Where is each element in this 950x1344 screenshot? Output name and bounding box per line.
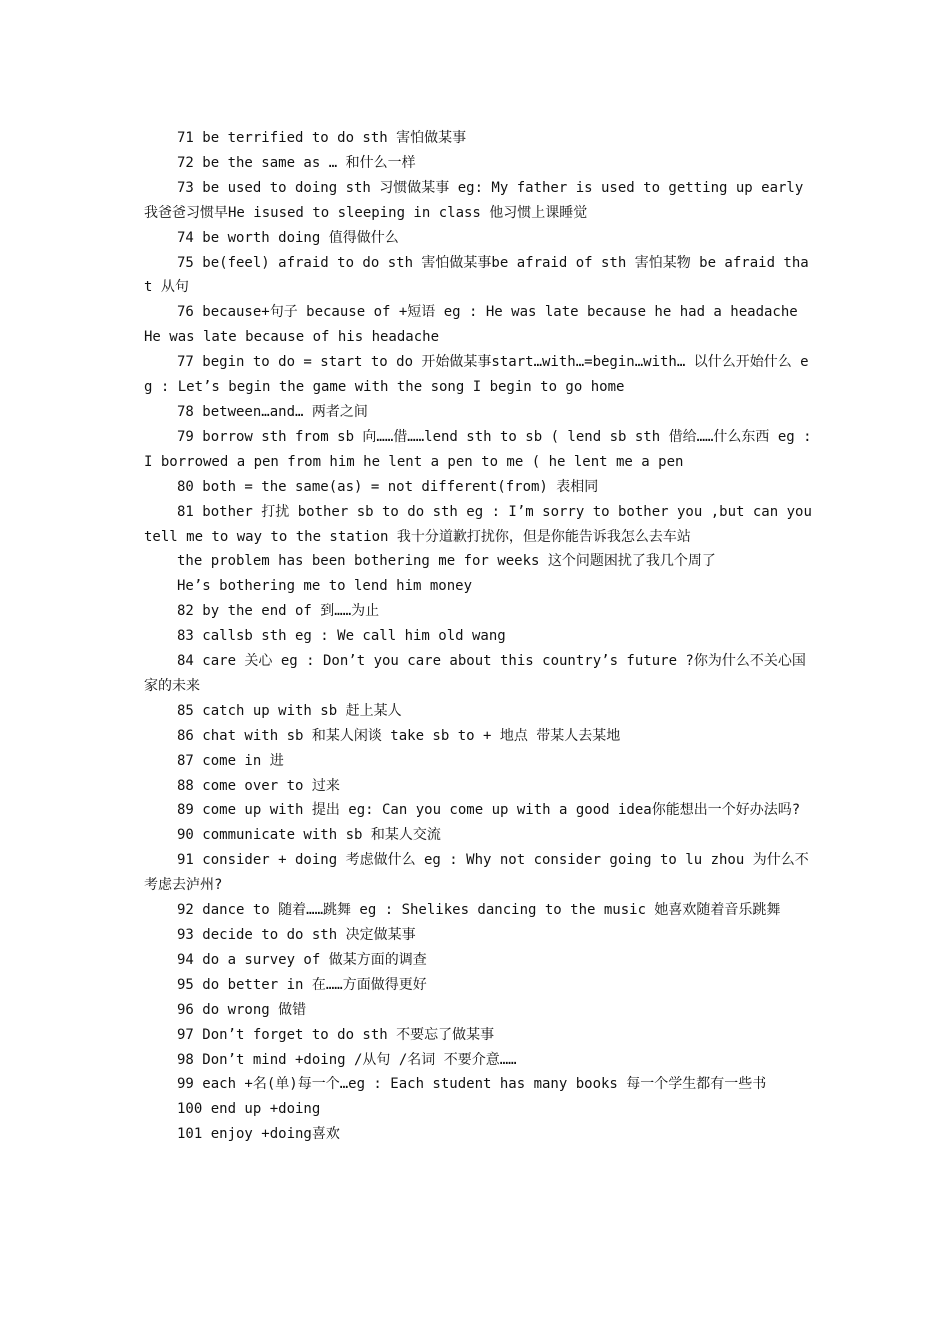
entry-101: 101 enjoy +doing喜欢 bbox=[177, 1126, 340, 1143]
entry-81-example-2: He’s bothering me to lend him money bbox=[177, 578, 473, 595]
entry-71: 71 be terrified to do sth 害怕做某事 bbox=[177, 130, 467, 146]
entry-94: 94 do a survey of 做某方面的调查 bbox=[177, 951, 427, 968]
entry-80: 80 both = the same(as) = not different(from) 表相同 bbox=[177, 478, 599, 495]
entry-81-example-1: the problem has been bothering me for weeks 这个问题困扰了我几个周了 bbox=[177, 553, 716, 570]
entry-74: 74 be worth doing 值得做什么 bbox=[177, 229, 399, 246]
document-body bbox=[144, 126, 821, 1147]
entry-95: 95 do better in 在……方面做得更好 bbox=[177, 976, 427, 993]
entry-85: 85 catch up with sb 赶上某人 bbox=[177, 702, 402, 719]
entry-98: 98 Don’t mind +doing /从句 /名词 不要介意…… bbox=[177, 1051, 517, 1068]
entry-86: 86 chat with sb 和某人闲谈 take sb to + 地点 带某人去某地 bbox=[177, 727, 621, 744]
entry-100: 100 end up +doing bbox=[177, 1101, 321, 1118]
entry-76: 76 because+句子 because of +短语 eg : He was late because he had a headache He was late because of his headache bbox=[144, 304, 807, 346]
entry-92: 92 dance to 随着……跳舞 eg : Shelikes dancing to the music 她喜欢随着音乐跳舞 bbox=[177, 902, 781, 919]
entry-78: 78 between…and… 两者之间 bbox=[177, 403, 368, 420]
entry-73: 73 be used to doing sth 习惯做某事 eg: My father is used to getting up early 我爸爸习惯早He isused to sleeping in class 他习惯上课睡觉 bbox=[144, 179, 812, 221]
entry-77: 77 begin to do = start to do 开始做某事start…with…=begin…with… 以什么开始什么 eg : Let’s begin the game with the song I begin to go home bbox=[144, 354, 809, 396]
entry-96: 96 do wrong 做错 bbox=[177, 1001, 307, 1018]
entry-87: 87 come in 进 bbox=[177, 752, 284, 769]
entry-72: 72 be the same as … 和什么一样 bbox=[177, 154, 416, 171]
entry-79: 79 borrow sth from sb 向……借……lend sth to sb ( lend sb sth 借给……什么东西 eg : I borrowed a pen from him he lent a pen to me ( he lent me a pen bbox=[144, 428, 821, 470]
entry-97: 97 Don’t forget to do sth 不要忘了做某事 bbox=[177, 1026, 495, 1043]
entry-91: 91 consider + doing 考虑做什么 eg : Why not consider going to lu zhou 为什么不考虑去泸州? bbox=[144, 852, 809, 894]
entry-82: 82 by the end of 到……为止 bbox=[177, 603, 380, 620]
entry-93: 93 decide to do sth 决定做某事 bbox=[177, 927, 416, 943]
entry-89: 89 come up with 提出 eg: Can you come up with a good idea你能想出一个好办法吗? bbox=[177, 802, 801, 819]
entry-90: 90 communicate with sb 和某人交流 bbox=[177, 827, 441, 844]
entry-81: 81 bother 打扰 bother sb to do sth eg : I’m sorry to bother you ,but can you tell me to way to the station 我十分道歉打扰你，但是你能告诉我怎么去车站 bbox=[144, 503, 821, 545]
entry-84: 84 care 关心 eg : Don’t you care about this country’s future ?你为什么不关心国家的未来 bbox=[144, 653, 806, 694]
entry-83: 83 callsb sth eg : We call him old wang bbox=[177, 628, 506, 645]
entry-99: 99 each +名(单)每一个…eg : Each student has many books 每一个学生都有一些书 bbox=[177, 1076, 767, 1093]
entry-88: 88 come over to 过来 bbox=[177, 777, 340, 794]
entry-75: 75 be(feel) afraid to do sth 害怕做某事be afraid of sth 害怕某物 be afraid that 从句 bbox=[144, 254, 809, 296]
